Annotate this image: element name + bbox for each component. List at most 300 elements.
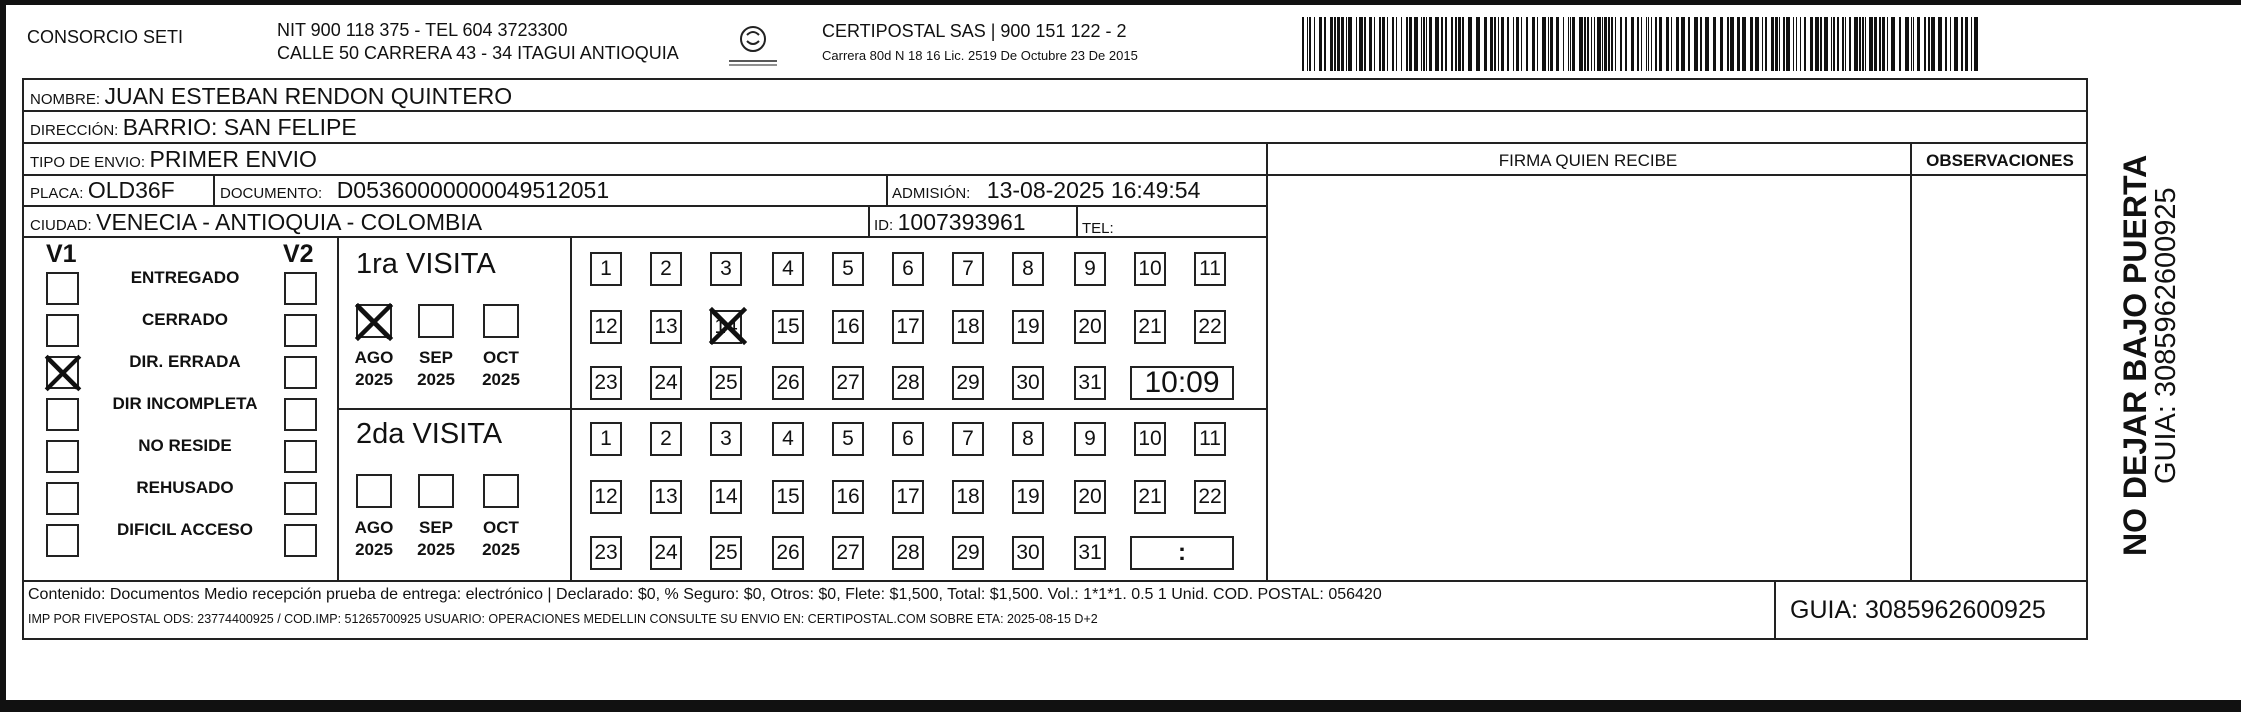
barcode-bar bbox=[1324, 17, 1326, 71]
barcode-bar bbox=[1307, 17, 1308, 71]
observaciones-label: OBSERVACIONES bbox=[1926, 151, 2074, 170]
barcode-bar bbox=[1337, 17, 1340, 71]
barcode-bar bbox=[1786, 17, 1790, 71]
barcode-bar bbox=[1572, 17, 1575, 71]
visit-day-box[interactable]: 17 bbox=[892, 310, 924, 344]
barcode-bar bbox=[1341, 17, 1344, 71]
tel-row bbox=[1082, 212, 1114, 239]
visit-day-box[interactable]: 13 bbox=[650, 310, 682, 344]
barcode-bar bbox=[1441, 17, 1443, 71]
company-address: CALLE 50 CARRERA 43 - 34 ITAGUI ANTIOQUIA bbox=[277, 43, 679, 63]
visit-day-box[interactable]: 20 bbox=[1074, 480, 1106, 514]
barcode-bar bbox=[1869, 17, 1873, 71]
row-line bbox=[22, 580, 2088, 582]
barcode-bar bbox=[1705, 17, 1709, 71]
barcode-bar bbox=[1831, 17, 1832, 71]
visit-day-box[interactable]: 17 bbox=[892, 480, 924, 514]
visit-day-box[interactable]: 31 bbox=[1074, 536, 1106, 570]
barcode-bar bbox=[1382, 17, 1385, 71]
col-line bbox=[1910, 142, 1912, 582]
barcode-bar bbox=[1730, 17, 1734, 71]
barcode-bar bbox=[1737, 17, 1740, 71]
barcode-bar bbox=[1810, 17, 1813, 71]
barcode-bar bbox=[1796, 17, 1797, 71]
placa-value: OLD36F bbox=[87, 177, 175, 203]
barcode-bar bbox=[1824, 17, 1828, 71]
barcode-bar bbox=[1804, 17, 1806, 71]
barcode-bar bbox=[1490, 17, 1493, 71]
barcode-bar bbox=[1532, 17, 1535, 71]
status-v1-checkbox[interactable] bbox=[46, 272, 79, 305]
col-line bbox=[1076, 205, 1078, 237]
visit-day-box[interactable]: 23 bbox=[590, 536, 622, 570]
visit-day-box[interactable]: 22 bbox=[1194, 310, 1226, 344]
barcode-bar bbox=[1314, 17, 1315, 71]
barcode-bar bbox=[1542, 17, 1546, 71]
status-v1-checkbox[interactable] bbox=[46, 314, 79, 347]
barcode-bar bbox=[1319, 17, 1322, 71]
direccion-row bbox=[30, 114, 357, 141]
barcode-bar bbox=[1899, 17, 1901, 71]
row-line bbox=[22, 174, 2088, 176]
visit-day-box[interactable]: 15 bbox=[772, 310, 804, 344]
row-line bbox=[22, 142, 2088, 144]
visit-day-box[interactable]: 11 bbox=[1194, 422, 1226, 456]
barcode-bar bbox=[1455, 17, 1457, 71]
visit-time-box[interactable]: : bbox=[1130, 536, 1234, 570]
visit-day-box[interactable]: 1 bbox=[590, 422, 622, 456]
barcode-bar bbox=[1401, 17, 1402, 71]
visit-day-box[interactable]: 19 bbox=[1012, 480, 1044, 514]
barcode-bar bbox=[1379, 17, 1381, 71]
barcode-bar bbox=[1815, 17, 1819, 71]
documento-value: D05360000000049512051 bbox=[336, 177, 610, 203]
tipo-envio-label: TIPO DE ENVIO: bbox=[30, 154, 146, 171]
barcode-bar bbox=[1309, 17, 1311, 71]
visit-day-box[interactable]: 27 bbox=[832, 366, 864, 400]
status-label: DIR. ERRADA bbox=[129, 352, 241, 371]
barcode-bar bbox=[1862, 17, 1864, 71]
visit-day-box[interactable]: 24 bbox=[650, 536, 682, 570]
barcode bbox=[1302, 17, 1980, 71]
barcode-bar bbox=[1513, 17, 1514, 71]
visit-day-box[interactable]: 7 bbox=[952, 422, 984, 456]
top-scan-border bbox=[0, 0, 2241, 5]
barcode-bar bbox=[1451, 17, 1453, 71]
barcode-bar bbox=[1445, 17, 1447, 71]
status-label: CERRADO bbox=[142, 310, 228, 329]
status-label: DIR INCOMPLETA bbox=[112, 394, 258, 413]
status-label: DIFICIL ACCESO bbox=[116, 520, 253, 539]
barcode-bar bbox=[1783, 17, 1785, 71]
barcode-bar bbox=[1604, 17, 1607, 71]
barcode-bar bbox=[1387, 17, 1388, 71]
visit-day-box[interactable]: 12 bbox=[590, 480, 622, 514]
id-row bbox=[874, 209, 1026, 236]
barcode-bar bbox=[1637, 17, 1639, 71]
barcode-bar bbox=[1820, 17, 1822, 71]
barcode-bar bbox=[1611, 17, 1613, 71]
barcode-bar bbox=[1625, 17, 1627, 71]
visit-day-box[interactable]: 15 bbox=[772, 480, 804, 514]
ciudad-row bbox=[30, 209, 482, 236]
visit-day-box[interactable]: 20 bbox=[1074, 310, 1106, 344]
visit-day-box[interactable]: 8 bbox=[1012, 422, 1044, 456]
status-v1-checkbox[interactable] bbox=[46, 356, 79, 389]
barcode-bar bbox=[1615, 17, 1616, 71]
barcode-bar bbox=[1526, 17, 1528, 71]
barcode-bar bbox=[1694, 17, 1698, 71]
barcode-bar bbox=[1484, 17, 1487, 71]
visit-day-box[interactable]: 2 bbox=[650, 422, 682, 456]
barcode-bar bbox=[1579, 17, 1583, 71]
barcode-bar bbox=[1775, 17, 1778, 71]
status-v2-checkbox[interactable] bbox=[284, 314, 317, 347]
barcode-bar bbox=[1648, 17, 1649, 71]
visit-day-box[interactable] bbox=[710, 310, 742, 344]
visit-time-box[interactable]: 10:09 bbox=[1130, 366, 1234, 400]
barcode-bar bbox=[1584, 17, 1586, 71]
visit-month-checkbox[interactable] bbox=[356, 474, 392, 508]
documento-label: DOCUMENTO: bbox=[220, 185, 323, 202]
status-v2-checkbox[interactable] bbox=[284, 440, 317, 473]
visit-day-box[interactable]: 19 bbox=[1012, 310, 1044, 344]
barcode-bar bbox=[1369, 17, 1372, 71]
visit-day-box[interactable]: 29 bbox=[952, 366, 984, 400]
visit-day-box[interactable]: 9 bbox=[1074, 252, 1106, 286]
direccion-label: DIRECCIÓN: bbox=[30, 122, 119, 139]
visit-day-box[interactable]: 3 bbox=[710, 422, 742, 456]
visit-day-box[interactable]: 25 bbox=[710, 366, 742, 400]
row-line bbox=[337, 408, 1268, 410]
visit-day-box[interactable]: 30 bbox=[1012, 536, 1044, 570]
barcode-bar bbox=[1950, 17, 1951, 71]
barcode-bar bbox=[1887, 17, 1888, 71]
status-v2-checkbox[interactable] bbox=[284, 524, 317, 557]
barcode-bar bbox=[1961, 17, 1963, 71]
barcode-bar bbox=[1917, 17, 1920, 71]
row-line bbox=[22, 205, 1268, 207]
footer-line1: Contenido: Documentos Medio recepción prueba de entrega: electrónico | Declarado: $0, % Seguro: $0, Otros: $0, Flete: $1,500, Total: $1,500. Vol.: 1*1*1. 0.5 1 Unid. COD. POSTAL: 056420 bbox=[28, 586, 1382, 603]
col-line bbox=[886, 174, 888, 206]
barcode-bar bbox=[1762, 17, 1763, 71]
visit-day-box[interactable]: 10 bbox=[1134, 422, 1166, 456]
barcode-bar bbox=[1374, 17, 1375, 71]
barcode-bar bbox=[1681, 17, 1685, 71]
barcode-bar bbox=[1620, 17, 1622, 71]
barcode-bar bbox=[1974, 17, 1978, 71]
side-guia: GUIA: 3085962600925 bbox=[2150, 187, 2182, 484]
barcode-bar bbox=[1521, 17, 1522, 71]
barcode-bar bbox=[1591, 17, 1592, 71]
barcode-bar bbox=[1429, 17, 1432, 71]
barcode-bar bbox=[1556, 17, 1559, 71]
col-line bbox=[213, 174, 215, 206]
barcode-bar bbox=[1765, 17, 1767, 71]
barcode-bar bbox=[1954, 17, 1958, 71]
visit-day-box[interactable]: 25 bbox=[710, 536, 742, 570]
barcode-bar bbox=[1845, 17, 1846, 71]
barcode-bar bbox=[1971, 17, 1972, 71]
barcode-bar bbox=[1837, 17, 1839, 71]
status-label: REHUSADO bbox=[136, 478, 234, 497]
barcode-bar bbox=[1874, 17, 1877, 71]
visit-day-box[interactable]: 4 bbox=[772, 252, 804, 286]
barcode-bar bbox=[1537, 17, 1538, 71]
visit-day-box[interactable]: 10 bbox=[1134, 252, 1166, 286]
carrier-name: CERTIPOSTAL SAS | 900 151 122 - 2 bbox=[822, 21, 1127, 41]
barcode-bar bbox=[1659, 17, 1662, 71]
visit-day-box[interactable]: 6 bbox=[892, 422, 924, 456]
barcode-bar bbox=[1359, 17, 1363, 71]
barcode-bar bbox=[1468, 17, 1472, 71]
visit-day-box[interactable]: 11 bbox=[1194, 252, 1226, 286]
side-warning: NO DEJAR BAJO PUERTA bbox=[2117, 154, 2153, 556]
barcode-bar bbox=[1924, 17, 1926, 71]
footer-line2: IMP POR FIVEPOSTAL ODS: 23774400925 / COD.IMP: 51265700925 USUARIO: OPERACIONES MEDELLIN CONSULTE SU ENVIO EN: CERTIPOSTAL.COM SOBRE ETA: 2025-08-15 D+2 bbox=[28, 612, 1098, 626]
visit-day-box[interactable]: 18 bbox=[952, 310, 984, 344]
barcode-bar bbox=[1334, 17, 1336, 71]
v1-label: V1 bbox=[46, 240, 77, 268]
barcode-bar bbox=[1713, 17, 1716, 71]
barcode-bar bbox=[1501, 17, 1504, 71]
barcode-bar bbox=[1891, 17, 1895, 71]
barcode-bar bbox=[1666, 17, 1669, 71]
barcode-bar bbox=[1498, 17, 1499, 71]
barcode-bar bbox=[1608, 17, 1610, 71]
bottom-scan-border bbox=[0, 700, 2241, 712]
status-v1-checkbox[interactable] bbox=[46, 440, 79, 473]
barcode-bar bbox=[1720, 17, 1723, 71]
barcode-bar bbox=[1550, 17, 1553, 71]
visit-day-box[interactable]: 29 bbox=[952, 536, 984, 570]
status-v1-checkbox[interactable] bbox=[46, 482, 79, 515]
barcode-bar bbox=[1882, 17, 1885, 71]
visit-day-box[interactable]: 28 bbox=[892, 536, 924, 570]
left-scan-border bbox=[0, 0, 6, 712]
barcode-bar bbox=[1570, 17, 1571, 71]
nit-tel: NIT 900 118 375 - TEL 604 3723300 bbox=[277, 20, 568, 40]
barcode-bar bbox=[1938, 17, 1942, 71]
status-v2-checkbox[interactable] bbox=[284, 482, 317, 515]
tel-label: TEL: bbox=[1082, 220, 1114, 237]
visit-day-box[interactable]: 5 bbox=[832, 252, 864, 286]
visit-day-box[interactable]: 18 bbox=[952, 480, 984, 514]
barcode-bar bbox=[1641, 17, 1642, 71]
visit-month-checkbox[interactable] bbox=[356, 304, 392, 338]
barcode-bar bbox=[1458, 17, 1461, 71]
barcode-bar bbox=[1348, 17, 1352, 71]
barcode-bar bbox=[1594, 17, 1595, 71]
placa-row bbox=[30, 177, 175, 204]
barcode-bar bbox=[1563, 17, 1564, 71]
barcode-bar bbox=[1651, 17, 1652, 71]
visit-day-box[interactable]: 24 bbox=[650, 366, 682, 400]
ciudad-value: VENECIA - ANTIOQUIA - COLOMBIA bbox=[96, 209, 483, 235]
barcode-bar bbox=[1859, 17, 1861, 71]
visit-month-checkbox[interactable] bbox=[418, 474, 454, 508]
visit-day-box[interactable]: 14 bbox=[710, 480, 742, 514]
barcode-bar bbox=[1700, 17, 1702, 71]
barcode-bar bbox=[1406, 17, 1408, 71]
barcode-bar bbox=[1516, 17, 1519, 71]
id-value: 1007393961 bbox=[897, 209, 1026, 235]
carrier-license: Carrera 80d N 18 16 Lic. 2519 De Octubre 23 De 2015 bbox=[822, 48, 1138, 63]
barcode-bar bbox=[1849, 17, 1851, 71]
x-mark-icon bbox=[42, 352, 84, 399]
visit-day-box[interactable]: 12 bbox=[590, 310, 622, 344]
barcode-bar bbox=[1568, 17, 1569, 71]
x-mark-icon bbox=[706, 304, 750, 357]
col-line bbox=[570, 236, 572, 582]
certipostal-logo bbox=[723, 23, 783, 69]
visit-day-box[interactable]: 6 bbox=[892, 252, 924, 286]
col-line bbox=[1774, 580, 1776, 640]
visit-year-label: 2025 bbox=[355, 370, 393, 389]
visit-day-box[interactable]: 31 bbox=[1074, 366, 1106, 400]
visit-day-box[interactable]: 8 bbox=[1012, 252, 1044, 286]
visit1-title: 1ra VISITA bbox=[356, 248, 496, 280]
visit-day-box[interactable]: 30 bbox=[1012, 366, 1044, 400]
barcode-bar bbox=[1421, 17, 1422, 71]
barcode-bar bbox=[1426, 17, 1427, 71]
visit-day-box[interactable]: 22 bbox=[1194, 480, 1226, 514]
barcode-bar bbox=[1779, 17, 1780, 71]
nombre-label: NOMBRE: bbox=[30, 91, 101, 108]
visit-day-box[interactable]: 16 bbox=[832, 310, 864, 344]
barcode-bar bbox=[1854, 17, 1858, 71]
status-v1-checkbox[interactable] bbox=[46, 398, 79, 431]
visit-month-label: OCT bbox=[483, 518, 519, 537]
barcode-bar bbox=[1409, 17, 1412, 71]
barcode-bar bbox=[1392, 17, 1394, 71]
col-line bbox=[868, 205, 870, 237]
visit-day-box[interactable]: 13 bbox=[650, 480, 682, 514]
visit-day-box[interactable]: 4 bbox=[772, 422, 804, 456]
barcode-bar bbox=[1833, 17, 1835, 71]
nombre-row bbox=[30, 83, 512, 110]
admision-row bbox=[892, 177, 1200, 204]
barcode-bar bbox=[1671, 17, 1672, 71]
visit-year-label: 2025 bbox=[482, 540, 520, 559]
barcode-bar bbox=[1364, 17, 1366, 71]
barcode-bar bbox=[1476, 17, 1480, 71]
visit-year-label: 2025 bbox=[417, 540, 455, 559]
footer-guia: GUIA: 3085962600925 bbox=[1790, 596, 2046, 624]
row-line bbox=[1910, 174, 2088, 176]
status-v2-checkbox[interactable] bbox=[284, 356, 317, 389]
barcode-bar bbox=[1727, 17, 1729, 71]
visit-day-box[interactable]: 26 bbox=[772, 366, 804, 400]
visit2-title: 2da VISITA bbox=[356, 418, 503, 450]
visit-day-box[interactable]: 26 bbox=[772, 536, 804, 570]
status-v1-checkbox[interactable] bbox=[46, 524, 79, 557]
visit-month-label: AGO bbox=[354, 348, 394, 367]
barcode-bar bbox=[1905, 17, 1909, 71]
v2-label: V2 bbox=[283, 240, 314, 268]
documento-row bbox=[220, 177, 609, 204]
barcode-bar bbox=[1396, 17, 1397, 71]
barcode-bar bbox=[1842, 17, 1844, 71]
barcode-bar bbox=[1646, 17, 1647, 71]
visit-day-box[interactable]: 16 bbox=[832, 480, 864, 514]
barcode-bar bbox=[1602, 17, 1603, 71]
status-label: NO RESIDE bbox=[138, 436, 232, 455]
col-line bbox=[1266, 142, 1268, 582]
barcode-bar bbox=[1945, 17, 1947, 71]
visit-month-label: SEP bbox=[418, 348, 454, 367]
placa-label: PLACA: bbox=[30, 185, 84, 202]
barcode-bar bbox=[1965, 17, 1968, 71]
tipo-envio-row bbox=[30, 146, 317, 173]
visit-day-box[interactable]: 21 bbox=[1134, 480, 1166, 514]
ciudad-label: CIUDAD: bbox=[30, 217, 92, 234]
visit-day-box[interactable]: 9 bbox=[1074, 422, 1106, 456]
visit-day-box[interactable]: 21 bbox=[1134, 310, 1166, 344]
barcode-bar bbox=[1356, 17, 1357, 71]
visit-day-box[interactable]: 23 bbox=[590, 366, 622, 400]
row-line bbox=[22, 110, 2088, 112]
visit-month-checkbox[interactable] bbox=[483, 304, 519, 338]
barcode-bar bbox=[1800, 17, 1801, 71]
barcode-bar bbox=[1911, 17, 1912, 71]
visit-month-label: OCT bbox=[483, 348, 519, 367]
barcode-bar bbox=[1462, 17, 1464, 71]
barcode-bar bbox=[1771, 17, 1774, 71]
barcode-bar bbox=[1688, 17, 1690, 71]
nombre-value: JUAN ESTEBAN RENDON QUINTERO bbox=[104, 83, 513, 109]
barcode-bar bbox=[1750, 17, 1753, 71]
barcode-bar bbox=[1879, 17, 1881, 71]
visit-month-checkbox[interactable] bbox=[483, 474, 519, 508]
tipo-envio-value: PRIMER ENVIO bbox=[149, 146, 317, 172]
barcode-bar bbox=[1597, 17, 1601, 71]
visit-month-label: AGO bbox=[354, 518, 394, 537]
direccion-value: BARRIO: SAN FELIPE bbox=[122, 114, 357, 140]
barcode-bar bbox=[1423, 17, 1425, 71]
x-mark-icon bbox=[352, 300, 396, 349]
barcode-bar bbox=[1865, 17, 1866, 71]
barcode-bar bbox=[1548, 17, 1549, 71]
visit-month-checkbox[interactable] bbox=[418, 304, 454, 338]
visit-day-box[interactable]: 27 bbox=[832, 536, 864, 570]
firma-label: FIRMA QUIEN RECIBE bbox=[1498, 151, 1678, 170]
visit-day-box[interactable]: 3 bbox=[710, 252, 742, 286]
visit-day-box[interactable]: 7 bbox=[952, 252, 984, 286]
company-name: CONSORCIO SETI bbox=[27, 27, 184, 47]
visit-day-box[interactable]: 28 bbox=[892, 366, 924, 400]
status-v2-checkbox[interactable] bbox=[284, 272, 317, 305]
barcode-bar bbox=[1414, 17, 1418, 71]
barcode-bar bbox=[1587, 17, 1589, 71]
id-label: ID: bbox=[874, 217, 894, 234]
barcode-bar bbox=[1676, 17, 1679, 71]
barcode-bar bbox=[1330, 17, 1333, 71]
barcode-bar bbox=[1346, 17, 1347, 71]
barcode-bar bbox=[1302, 17, 1304, 71]
visit-day-box[interactable]: 2 bbox=[650, 252, 682, 286]
barcode-bar bbox=[1913, 17, 1914, 71]
visit-day-box[interactable]: 1 bbox=[590, 252, 622, 286]
visit-year-label: 2025 bbox=[355, 540, 393, 559]
barcode-bar bbox=[1793, 17, 1794, 71]
barcode-bar bbox=[1631, 17, 1634, 71]
barcode-bar bbox=[1931, 17, 1935, 71]
visit-day-box[interactable]: 5 bbox=[832, 422, 864, 456]
visit-year-label: 2025 bbox=[417, 370, 455, 389]
visit-month-label: SEP bbox=[418, 518, 454, 537]
status-v2-checkbox[interactable] bbox=[284, 398, 317, 431]
